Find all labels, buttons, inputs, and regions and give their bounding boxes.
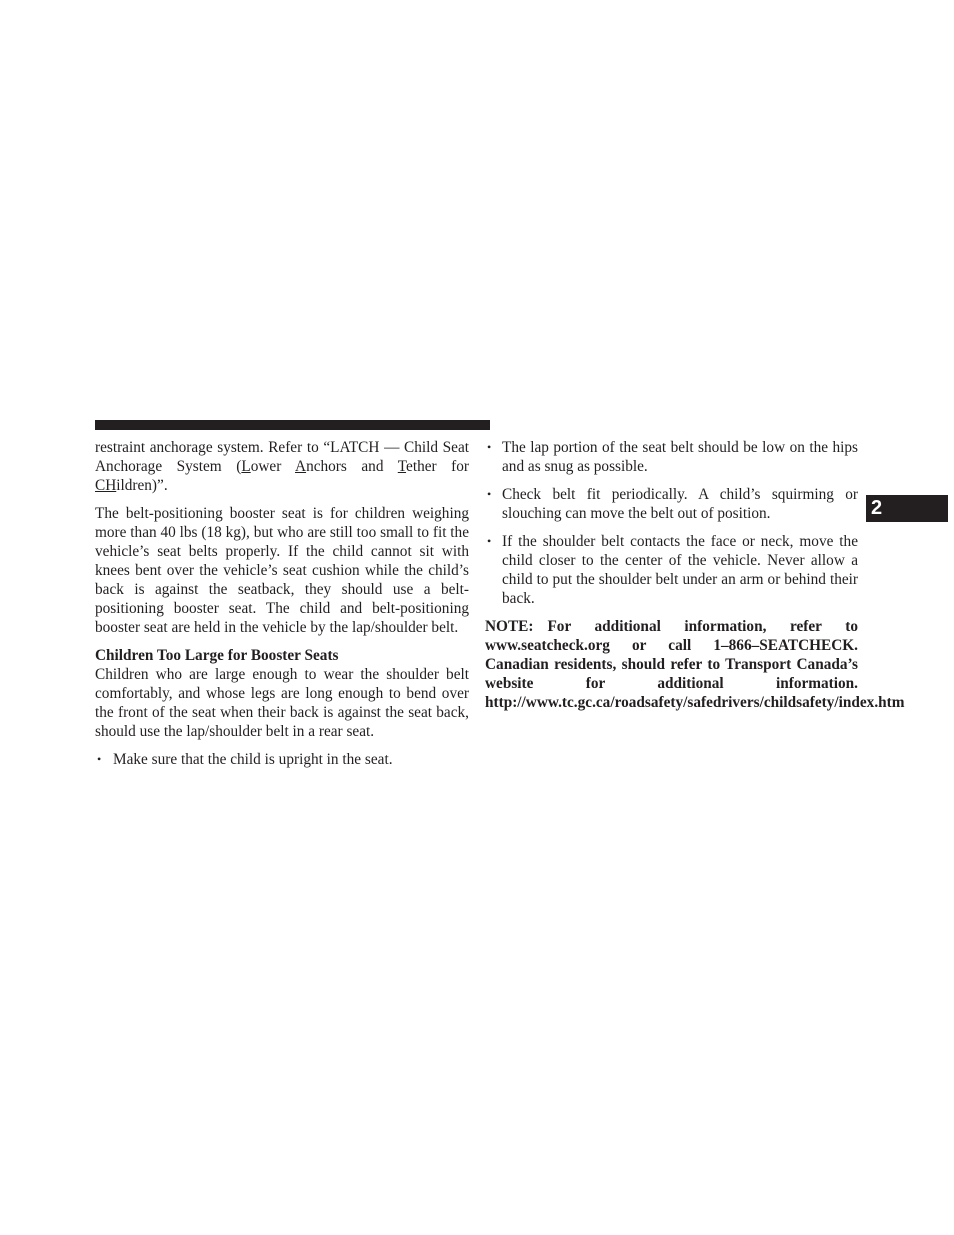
- paragraph-too-large: Children who are large enough to wear the shoulder belt comfortably, and whose legs are long enough to bend over the front of the seat when their back is against the seat back, should use the lap/shoulder belt in a rear seat.: [95, 666, 469, 740]
- text: nchors and: [306, 458, 398, 475]
- note-label: NOTE:: [485, 618, 534, 635]
- underlined-letter: A: [295, 458, 307, 475]
- text: ether for: [406, 458, 470, 475]
- bullet-item: • The lap portion of the seat belt should be low on the hips and as snug as possible.: [485, 438, 858, 476]
- text: restraint anchorage system. Refer to “LATCH — Child Seat Anchorage System (: [95, 439, 469, 475]
- section-rule: [95, 420, 490, 430]
- left-column: [95, 438, 469, 778]
- bullet-item: • Check belt fit periodically. A child’s squirming or slouching can move the belt out of position.: [485, 485, 858, 523]
- underlined-letter: T: [397, 458, 407, 475]
- paragraph-booster-seat: The belt-positioning booster seat is for children weighing more than 40 lbs (18 kg), but who are still too small to fit the vehicle’s seat belts properly. If the child cannot sit with knees bent over the vehicle’s seat cushion while the child’s back is against the seatback, they should use a belt-positioning booster seat. The child and belt-positioning booster seat are held in the vehicle by the lap/shoulder belt.: [95, 505, 469, 636]
- text: ildren)”.: [116, 477, 168, 494]
- bullet-item: • Make sure that the child is upright in the seat.: [95, 750, 469, 769]
- note-text: For additional information, refer to www.seatcheck.org or call 1–866–SEATCHECK. Canadian residents, should refer to Transport Canada’s website for additional information. http://www.tc.gc.ca/roadsafety/safedrivers/childsafety/index.htm: [485, 618, 905, 711]
- right-column: [485, 438, 905, 712]
- bullet-item: • If the shoulder belt contacts the face or neck, move the child closer to the center of the vehicle. Never allow a child to put the shoulder belt under an arm or behind their back.: [485, 532, 858, 608]
- chapter-tab: 2: [866, 495, 948, 522]
- section-heading: Children Too Large for Booster Seats: [95, 647, 339, 664]
- underlined-letter: CH: [95, 477, 117, 494]
- text: ower: [250, 458, 295, 475]
- note-paragraph: [485, 617, 905, 712]
- paragraph-latch-reference: [95, 438, 469, 495]
- underlined-letter: L: [241, 458, 251, 475]
